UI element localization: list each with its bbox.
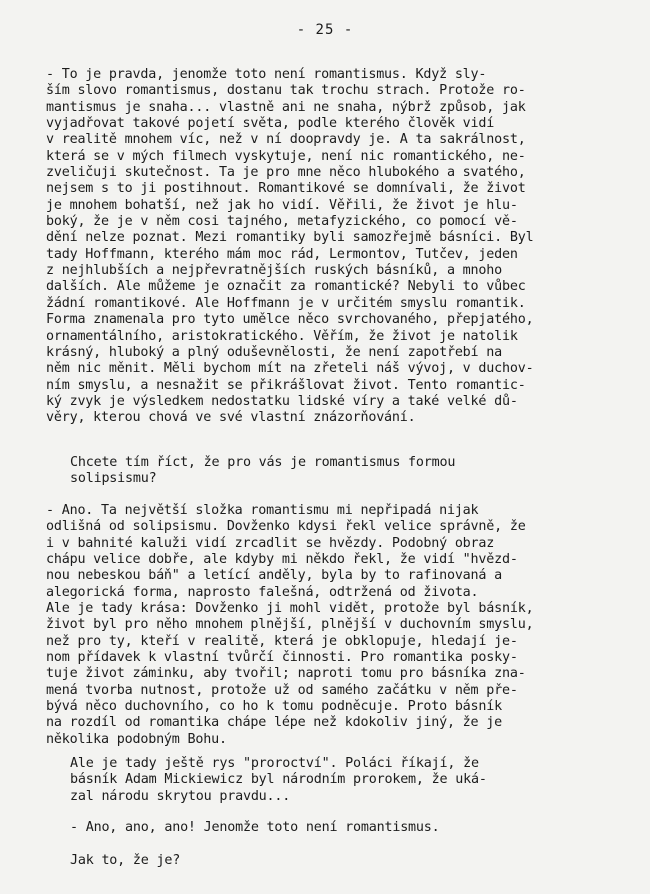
answer-paragraph-short	[70, 820, 440, 836]
text-line: chápu velice dobře, ale kdyby mi někdo řekl, že vidí "hvězd-	[46, 552, 518, 568]
text-line: život byl pro něho mnohem plnější, plnější v duchovním smyslu,	[46, 617, 534, 633]
text-line: básník Adam Mickiewicz byl národním prorokem, že uká-	[70, 772, 487, 788]
text-line: vyjadřovat takové pojetí světa, podle kterého člověk vidí	[46, 116, 495, 132]
text-line: na rozdíl od romantika chápe lépe než kdokoliv jiný, že je	[46, 715, 502, 731]
text-line: ornamentálního, aristokratického. Věřím, že život je natolik	[46, 328, 518, 344]
text-line: odlišná od solipsismu. Dovženko kdysi řekl velice správně, že	[46, 519, 526, 535]
text-line: žádní romantikové. Ale Hoffmann je v určitém smyslu romantik.	[46, 295, 526, 311]
text-line: je mnohem bohatší, než jak ho vidí. Věřili, že život je hlu-	[46, 197, 518, 213]
text-line: nejsem s to ji postihnout. Romantikové se domnívali, že život	[46, 181, 526, 197]
text-line: něm nic měnit. Měli bychom mít na zřeteli náš vývoj, v duchov-	[46, 361, 534, 377]
text-line: Ale je tady krása: Dovženko ji mohl vidět, protože byl básník,	[46, 601, 534, 617]
text-line: ším slovo romantismus, dostanu tak trochu strach. Protože ro-	[46, 83, 526, 99]
text-line: tady Hoffmann, kterého mám moc rád, Lermontov, Tutčev, jeden	[46, 246, 518, 262]
text-line: - To je pravda, jenomže toto není romantismus. Když sly-	[46, 67, 487, 82]
text-line: v realitě mnohem víc, než v ní doopravdy je. A ta sakrálnost,	[46, 132, 526, 148]
answer-paragraph-dovzhenko	[46, 503, 533, 748]
text-line: solipsismu?	[70, 471, 157, 487]
answer-paragraph-romanticism	[46, 67, 533, 427]
text-line: krásný, hluboký a plný oduševnělosti, že není zapotřebí na	[46, 344, 502, 360]
text-line: Chcete tím říct, že pro vás je romantismus formou	[70, 455, 456, 470]
text-line: zal národu skrytou pravdu...	[70, 788, 291, 804]
text-line: ním smyslu, a nesnažit se přikrášlovat život. Tento romantic-	[46, 377, 526, 393]
page-number: - 25 -	[296, 22, 354, 38]
text-line: - Ano, ano, ano! Jenomže toto není romantismus.	[70, 820, 440, 835]
text-line: zveličuji skutečnost. Ta je pro mne něco hlubokého a svatého,	[46, 165, 526, 181]
text-line: ký zvyk je výsledkem nedostatku lidské víry a také velké dů-	[46, 393, 518, 409]
text-line: alegorická forma, naprosto falešná, odtržená od života.	[46, 584, 479, 600]
text-line: Ale je tady ještě rys "proroctví". Poláci říkají, že	[70, 756, 479, 771]
text-line: nom přídavek k vlastní tvůrčí činnosti. Pro romantika posky-	[46, 650, 518, 666]
text-line: Forma znamenala pro tyto umělce něco svrchovaného, přepjatého,	[46, 312, 534, 328]
text-line: která se v mých filmech vyskytuje, není nic romantického, ne-	[46, 148, 526, 164]
question-paragraph-final	[70, 853, 180, 869]
text-line: Jak to, že je?	[70, 853, 181, 868]
text-line: tuje život záminku, aby tvořil; naproti tomu pro básníka zna-	[46, 666, 526, 682]
question-paragraph-prophecy	[70, 756, 487, 805]
text-line: - Ano. Ta největší složka romantismu mi nepřipadá nijak	[46, 503, 479, 518]
text-line: z nejhlubších a nejpřevratnějších ruských básníků, a mnoho	[46, 263, 502, 279]
text-line: věry, kterou chová ve své vlastní znázorňování.	[46, 410, 416, 426]
text-line: bývá něco duchovního, co ho k tomu podněcuje. Proto básník	[46, 699, 502, 715]
text-line: dalších. Ale můžeme je označit za romantické? Nebyli to vůbec	[46, 279, 526, 295]
text-line: než pro ty, kteří v realitě, která je obklopuje, hledají je-	[46, 633, 518, 649]
text-line: několika podobným Bohu.	[46, 731, 227, 747]
question-paragraph-solipsism	[70, 455, 455, 488]
text-line: nou nebeskou báň" a letící anděly, byla by to rafinovaná a	[46, 568, 502, 584]
text-line: dění nelze poznat. Mezi romantiky byli samozřejmě básníci. Byl	[46, 230, 534, 246]
text-line: i v bahnité kaluži vidí zrcadlit se hvězdy. Podobný obraz	[46, 535, 495, 551]
text-line: mantismus je snaha... vlastně ani ne snaha, nýbrž způsob, jak	[46, 99, 526, 115]
text-line: mená tvorba nutnost, protože už od samého začátku v něm pře-	[46, 682, 518, 698]
text-line: boký, že je v něm cosi tajného, metafyzického, co pomocí vě-	[46, 214, 518, 230]
